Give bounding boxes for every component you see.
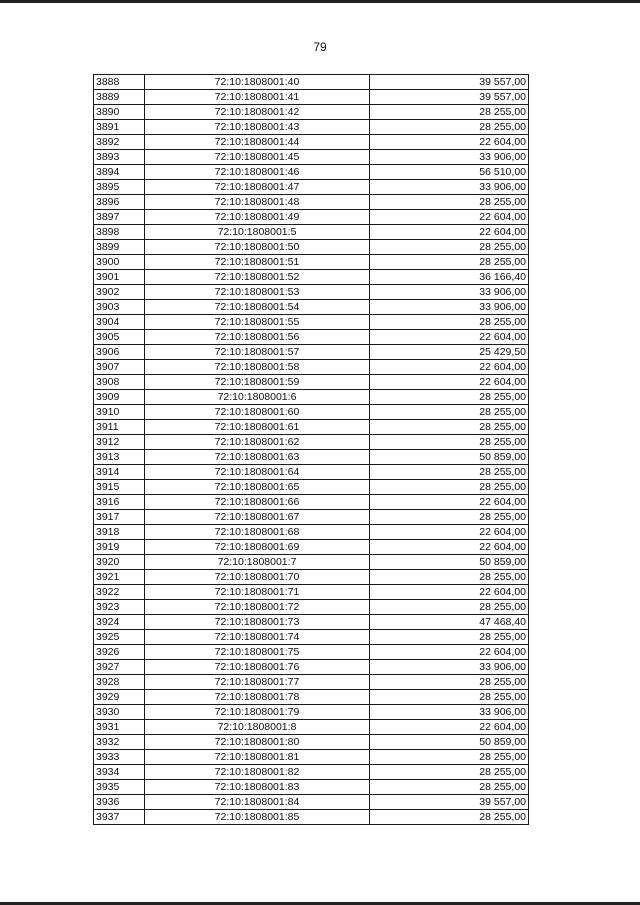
cadastral-number: 72:10:1808001:83 xyxy=(145,780,370,795)
cadastral-value: 22 604,00 xyxy=(370,135,529,150)
table-row xyxy=(94,645,529,660)
cadastral-number: 72:10:1808001:42 xyxy=(145,105,370,120)
row-number: 3922 xyxy=(94,585,145,600)
page-number: 79 xyxy=(313,40,327,54)
cadastral-number: 72:10:1808001:85 xyxy=(145,810,370,825)
row-number: 3918 xyxy=(94,525,145,540)
row-number: 3931 xyxy=(94,720,145,735)
table-row xyxy=(94,810,529,825)
cadastral-value: 28 255,00 xyxy=(370,240,529,255)
table-row xyxy=(94,225,529,240)
cadastral-number: 72:10:1808001:55 xyxy=(145,315,370,330)
table-row xyxy=(94,525,529,540)
row-number: 3936 xyxy=(94,795,145,810)
row-number: 3912 xyxy=(94,435,145,450)
table-row xyxy=(94,570,529,585)
table-row xyxy=(94,750,529,765)
row-number: 3892 xyxy=(94,135,145,150)
cadastral-number: 72:10:1808001:76 xyxy=(145,660,370,675)
row-number: 3917 xyxy=(94,510,145,525)
cadastral-number: 72:10:1808001:60 xyxy=(145,405,370,420)
cadastral-number: 72:10:1808001:6 xyxy=(145,390,370,405)
cadastral-number: 72:10:1808001:74 xyxy=(145,630,370,645)
row-number: 3919 xyxy=(94,540,145,555)
cadastral-number: 72:10:1808001:53 xyxy=(145,285,370,300)
cadastral-number: 72:10:1808001:81 xyxy=(145,750,370,765)
cadastral-value: 22 604,00 xyxy=(370,585,529,600)
row-number: 3893 xyxy=(94,150,145,165)
table-row xyxy=(94,735,529,750)
row-number: 3901 xyxy=(94,270,145,285)
row-number: 3900 xyxy=(94,255,145,270)
cadastral-value: 33 906,00 xyxy=(370,150,529,165)
cadastral-number: 72:10:1808001:77 xyxy=(145,675,370,690)
cadastral-number: 72:10:1808001:72 xyxy=(145,600,370,615)
cadastral-value: 22 604,00 xyxy=(370,720,529,735)
cadastral-value: 56 510,00 xyxy=(370,165,529,180)
row-number: 3904 xyxy=(94,315,145,330)
cadastral-number: 72:10:1808001:51 xyxy=(145,255,370,270)
cadastral-value: 28 255,00 xyxy=(370,255,529,270)
table-row xyxy=(94,375,529,390)
table-row xyxy=(94,615,529,630)
row-number: 3925 xyxy=(94,630,145,645)
table-row xyxy=(94,195,529,210)
table-row xyxy=(94,315,529,330)
cadastral-number: 72:10:1808001:5 xyxy=(145,225,370,240)
cadastral-value: 22 604,00 xyxy=(370,210,529,225)
cadastral-value: 28 255,00 xyxy=(370,435,529,450)
table-row xyxy=(94,90,529,105)
cadastral-value: 22 604,00 xyxy=(370,375,529,390)
table-row xyxy=(94,630,529,645)
table-row xyxy=(94,795,529,810)
cadastral-value: 28 255,00 xyxy=(370,405,529,420)
cadastral-number: 72:10:1808001:43 xyxy=(145,120,370,135)
table-row xyxy=(94,300,529,315)
cadastral-value: 28 255,00 xyxy=(370,420,529,435)
cadastral-value: 28 255,00 xyxy=(370,570,529,585)
table-row xyxy=(94,450,529,465)
cadastral-value: 22 604,00 xyxy=(370,495,529,510)
table-row xyxy=(94,480,529,495)
row-number: 3928 xyxy=(94,675,145,690)
cadastral-number: 72:10:1808001:61 xyxy=(145,420,370,435)
scan-edge-top xyxy=(0,0,640,3)
cadastral-value: 28 255,00 xyxy=(370,780,529,795)
cadastral-value: 28 255,00 xyxy=(370,690,529,705)
table-row xyxy=(94,255,529,270)
table-row xyxy=(94,780,529,795)
cadastral-value: 28 255,00 xyxy=(370,675,529,690)
cadastral-value: 22 604,00 xyxy=(370,525,529,540)
table-row xyxy=(94,210,529,225)
table-row xyxy=(94,600,529,615)
row-number: 3905 xyxy=(94,330,145,345)
cadastral-number: 72:10:1808001:50 xyxy=(145,240,370,255)
cadastral-value: 47 468,40 xyxy=(370,615,529,630)
table-row xyxy=(94,585,529,600)
cadastral-number: 72:10:1808001:62 xyxy=(145,435,370,450)
row-number: 3910 xyxy=(94,405,145,420)
row-number: 3937 xyxy=(94,810,145,825)
row-number: 3915 xyxy=(94,480,145,495)
table-row xyxy=(94,105,529,120)
row-number: 3932 xyxy=(94,735,145,750)
row-number: 3929 xyxy=(94,690,145,705)
table-row xyxy=(94,285,529,300)
row-number: 3890 xyxy=(94,105,145,120)
row-number: 3908 xyxy=(94,375,145,390)
table-row xyxy=(94,135,529,150)
row-number: 3894 xyxy=(94,165,145,180)
cadastral-value: 22 604,00 xyxy=(370,330,529,345)
cadastral-number: 72:10:1808001:68 xyxy=(145,525,370,540)
row-number: 3923 xyxy=(94,600,145,615)
cadastral-number: 72:10:1808001:69 xyxy=(145,540,370,555)
cadastral-value: 28 255,00 xyxy=(370,630,529,645)
cadastral-value: 28 255,00 xyxy=(370,765,529,780)
cadastral-value: 28 255,00 xyxy=(370,390,529,405)
cadastral-value: 28 255,00 xyxy=(370,510,529,525)
cadastral-value: 50 859,00 xyxy=(370,450,529,465)
row-number: 3930 xyxy=(94,705,145,720)
cadastral-number: 72:10:1808001:58 xyxy=(145,360,370,375)
cadastral-number: 72:10:1808001:73 xyxy=(145,615,370,630)
table-row xyxy=(94,330,529,345)
cadastral-number: 72:10:1808001:45 xyxy=(145,150,370,165)
cadastral-value: 28 255,00 xyxy=(370,750,529,765)
row-number: 3934 xyxy=(94,765,145,780)
row-number: 3914 xyxy=(94,465,145,480)
cadastral-value: 28 255,00 xyxy=(370,465,529,480)
cadastral-number: 72:10:1808001:75 xyxy=(145,645,370,660)
cadastral-value: 36 166,40 xyxy=(370,270,529,285)
table-row xyxy=(94,675,529,690)
cadastral-value: 25 429,50 xyxy=(370,345,529,360)
cadastral-value: 28 255,00 xyxy=(370,315,529,330)
row-number: 3896 xyxy=(94,195,145,210)
row-number: 3916 xyxy=(94,495,145,510)
table-row xyxy=(94,390,529,405)
cadastral-value: 22 604,00 xyxy=(370,225,529,240)
cadastral-number: 72:10:1808001:78 xyxy=(145,690,370,705)
cadastral-value: 28 255,00 xyxy=(370,105,529,120)
cadastral-value: 22 604,00 xyxy=(370,540,529,555)
cadastral-number: 72:10:1808001:84 xyxy=(145,795,370,810)
cadastral-number: 72:10:1808001:41 xyxy=(145,90,370,105)
table-row xyxy=(94,495,529,510)
table-row xyxy=(94,120,529,135)
cadastral-value: 33 906,00 xyxy=(370,285,529,300)
cadastral-number: 72:10:1808001:48 xyxy=(145,195,370,210)
row-number: 3911 xyxy=(94,420,145,435)
table-row xyxy=(94,345,529,360)
cadastral-number: 72:10:1808001:8 xyxy=(145,720,370,735)
row-number: 3903 xyxy=(94,300,145,315)
table-row xyxy=(94,465,529,480)
cadastral-number: 72:10:1808001:56 xyxy=(145,330,370,345)
row-number: 3907 xyxy=(94,360,145,375)
cadastral-number: 72:10:1808001:47 xyxy=(145,180,370,195)
cadastral-value: 39 557,00 xyxy=(370,75,529,90)
row-number: 3897 xyxy=(94,210,145,225)
cadastral-number: 72:10:1808001:82 xyxy=(145,765,370,780)
cadastral-value: 50 859,00 xyxy=(370,735,529,750)
table-row xyxy=(94,75,529,90)
table-row xyxy=(94,705,529,720)
table-row xyxy=(94,765,529,780)
table-row xyxy=(94,180,529,195)
cadastral-value: 28 255,00 xyxy=(370,600,529,615)
table-row xyxy=(94,405,529,420)
cadastral-number: 72:10:1808001:59 xyxy=(145,375,370,390)
table-row xyxy=(94,240,529,255)
row-number: 3921 xyxy=(94,570,145,585)
cadastral-value: 33 906,00 xyxy=(370,660,529,675)
row-number: 3906 xyxy=(94,345,145,360)
cadastral-number: 72:10:1808001:49 xyxy=(145,210,370,225)
cadastral-value: 28 255,00 xyxy=(370,810,529,825)
cadastral-value: 33 906,00 xyxy=(370,180,529,195)
table-row xyxy=(94,510,529,525)
cadastral-number: 72:10:1808001:80 xyxy=(145,735,370,750)
cadastral-number: 72:10:1808001:67 xyxy=(145,510,370,525)
cadastral-number: 72:10:1808001:71 xyxy=(145,585,370,600)
row-number: 3889 xyxy=(94,90,145,105)
cadastral-number: 72:10:1808001:40 xyxy=(145,75,370,90)
cadastral-number: 72:10:1808001:66 xyxy=(145,495,370,510)
cadastral-number: 72:10:1808001:64 xyxy=(145,465,370,480)
cadastral-value: 28 255,00 xyxy=(370,120,529,135)
table-row xyxy=(94,435,529,450)
cadastral-value: 33 906,00 xyxy=(370,705,529,720)
row-number: 3920 xyxy=(94,555,145,570)
row-number: 3926 xyxy=(94,645,145,660)
table-row xyxy=(94,690,529,705)
row-number: 3927 xyxy=(94,660,145,675)
table-row xyxy=(94,270,529,285)
table-row xyxy=(94,540,529,555)
cadastral-number: 72:10:1808001:63 xyxy=(145,450,370,465)
row-number: 3888 xyxy=(94,75,145,90)
row-number: 3898 xyxy=(94,225,145,240)
table-row xyxy=(94,360,529,375)
row-number: 3935 xyxy=(94,780,145,795)
cadastral-value: 28 255,00 xyxy=(370,195,529,210)
cadastral-number: 72:10:1808001:54 xyxy=(145,300,370,315)
cadastral-number: 72:10:1808001:70 xyxy=(145,570,370,585)
cadastral-number: 72:10:1808001:46 xyxy=(145,165,370,180)
cadastral-value: 39 557,00 xyxy=(370,90,529,105)
cadastral-value-table xyxy=(93,74,529,825)
table-row xyxy=(94,660,529,675)
row-number: 3909 xyxy=(94,390,145,405)
row-number: 3902 xyxy=(94,285,145,300)
table-body xyxy=(94,75,529,825)
row-number: 3899 xyxy=(94,240,145,255)
cadastral-value: 28 255,00 xyxy=(370,480,529,495)
table-row xyxy=(94,165,529,180)
row-number: 3933 xyxy=(94,750,145,765)
table-row xyxy=(94,150,529,165)
cadastral-number: 72:10:1808001:52 xyxy=(145,270,370,285)
row-number: 3913 xyxy=(94,450,145,465)
cadastral-value: 33 906,00 xyxy=(370,300,529,315)
cadastral-value: 50 859,00 xyxy=(370,555,529,570)
cadastral-number: 72:10:1808001:57 xyxy=(145,345,370,360)
cadastral-number: 72:10:1808001:44 xyxy=(145,135,370,150)
table-row xyxy=(94,420,529,435)
row-number: 3924 xyxy=(94,615,145,630)
cadastral-value: 22 604,00 xyxy=(370,360,529,375)
cadastral-value: 22 604,00 xyxy=(370,645,529,660)
row-number: 3895 xyxy=(94,180,145,195)
cadastral-number: 72:10:1808001:7 xyxy=(145,555,370,570)
table-row xyxy=(94,720,529,735)
table-row xyxy=(94,555,529,570)
cadastral-number: 72:10:1808001:79 xyxy=(145,705,370,720)
cadastral-number: 72:10:1808001:65 xyxy=(145,480,370,495)
cadastral-value: 39 557,00 xyxy=(370,795,529,810)
row-number: 3891 xyxy=(94,120,145,135)
